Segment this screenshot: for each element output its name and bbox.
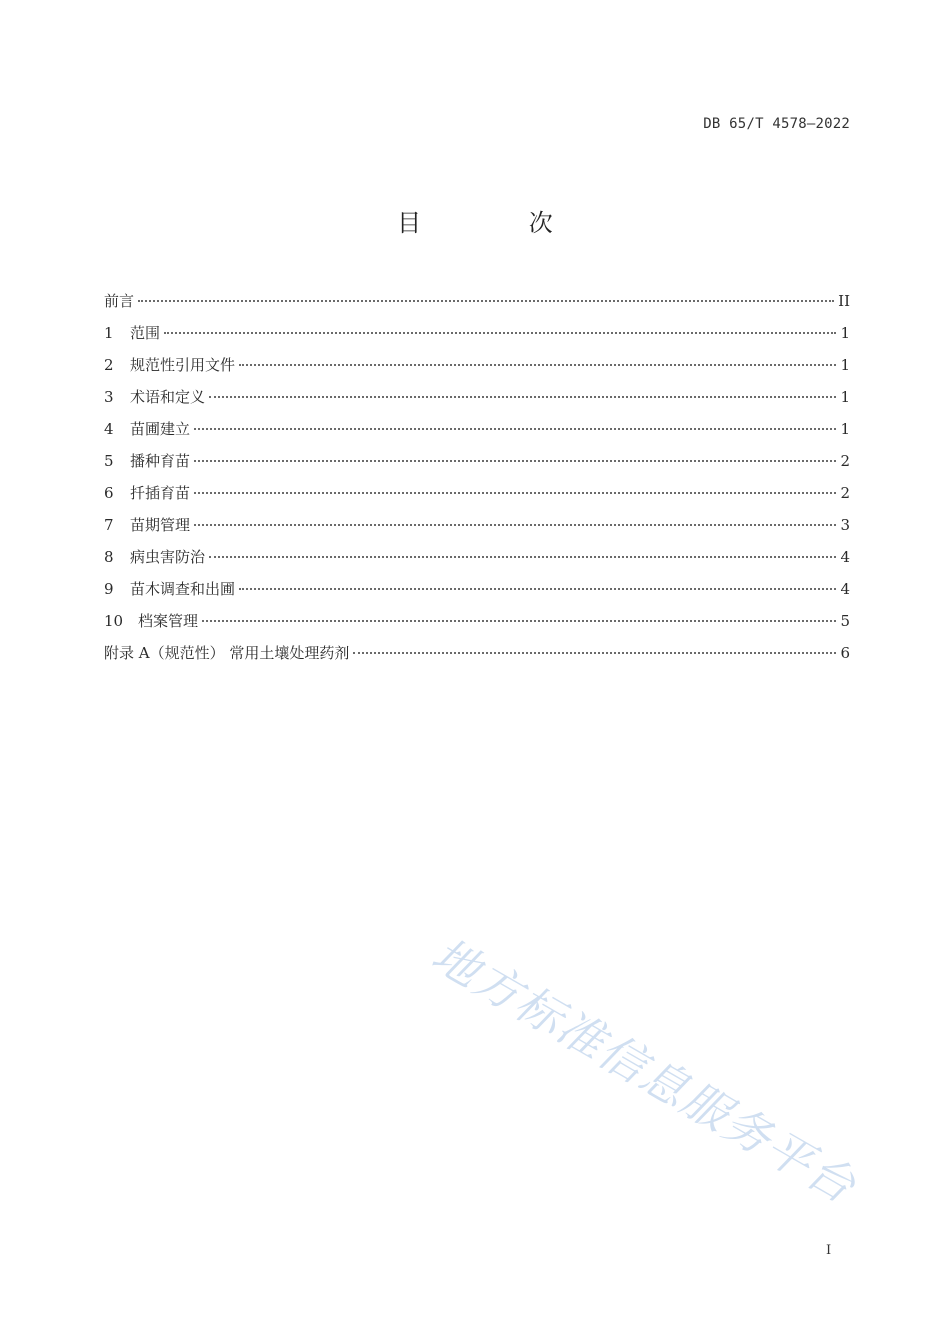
toc-entry-2[interactable]: [104, 354, 850, 386]
toc-entry-page: 4: [840, 580, 850, 598]
toc-entry-number: 10: [104, 612, 124, 630]
toc-entry-page: 3: [840, 516, 850, 534]
toc-entry-page: 1: [840, 420, 850, 438]
toc-entry-10[interactable]: [104, 610, 850, 642]
toc-dot-leader: [138, 300, 834, 302]
toc-entry-label: 播种育苗: [130, 452, 191, 470]
toc-entry-label: 扦插育苗: [130, 484, 191, 502]
toc-entry-number: 8: [104, 548, 114, 566]
toc-dot-leader: [194, 492, 836, 494]
toc-entry-label: 苗圃建立: [130, 420, 191, 438]
toc-entry-number: 7: [104, 516, 114, 534]
toc-entry-number: 3: [104, 388, 114, 406]
toc-entry-page: 1: [840, 356, 850, 374]
watermark: 地方标准信息服务平台: [423, 927, 866, 1214]
toc-dot-leader: [239, 364, 836, 366]
document-code: DB 65/T 4578—2022: [703, 116, 850, 132]
toc-dot-leader: [353, 652, 836, 654]
toc-entry-4[interactable]: [104, 418, 850, 450]
toc-entry-page: 5: [840, 612, 850, 630]
toc-entry-label: 术语和定义: [130, 388, 206, 406]
toc-dot-leader: [209, 556, 836, 558]
toc-entry-label: 病虫害防治: [130, 548, 206, 566]
toc-entry-foreword[interactable]: [104, 290, 850, 322]
toc-dot-leader: [164, 332, 836, 334]
toc-entry-9[interactable]: [104, 578, 850, 610]
toc-entry-8[interactable]: [104, 546, 850, 578]
toc-entry-number: 2: [104, 356, 114, 374]
toc-entry-page: 6: [840, 644, 850, 662]
toc-entry-label: 范围: [130, 324, 161, 342]
toc-entry-page: 4: [840, 548, 850, 566]
toc-entry-appendix-a[interactable]: [104, 642, 850, 674]
toc-entry-page: II: [838, 292, 850, 310]
toc-dot-leader: [239, 588, 836, 590]
toc-entry-6[interactable]: [104, 482, 850, 514]
page-number: I: [826, 1243, 832, 1258]
toc-entry-page: 2: [840, 452, 850, 470]
toc-title: 目 次: [397, 209, 603, 237]
toc-dot-leader: [194, 428, 836, 430]
toc-entry-label: 苗木调查和出圃: [130, 580, 236, 598]
toc-entry-number: 6: [104, 484, 114, 502]
toc-dot-leader: [209, 396, 836, 398]
toc-entry-label: 档案管理: [138, 612, 199, 630]
toc-entry-label: 前言: [104, 292, 135, 310]
toc-entry-page: 1: [840, 324, 850, 342]
table-of-contents: [104, 290, 850, 674]
toc-entry-7[interactable]: [104, 514, 850, 546]
toc-entry-number: 9: [104, 580, 114, 598]
toc-entry-number: 4: [104, 420, 114, 438]
toc-entry-label: 规范性引用文件: [130, 356, 236, 374]
toc-dot-leader: [194, 460, 836, 462]
toc-entry-1[interactable]: [104, 322, 850, 354]
toc-entry-page: 2: [840, 484, 850, 502]
toc-entry-page: 1: [840, 388, 850, 406]
toc-entry-label: 苗期管理: [130, 516, 191, 534]
toc-entry-label: 附录 A（规范性） 常用土壤处理药剂: [104, 644, 350, 662]
toc-entry-number: 1: [104, 324, 114, 342]
toc-entry-5[interactable]: [104, 450, 850, 482]
toc-dot-leader: [202, 620, 836, 622]
toc-dot-leader: [194, 524, 836, 526]
toc-entry-number: 5: [104, 452, 114, 470]
toc-entry-3[interactable]: [104, 386, 850, 418]
